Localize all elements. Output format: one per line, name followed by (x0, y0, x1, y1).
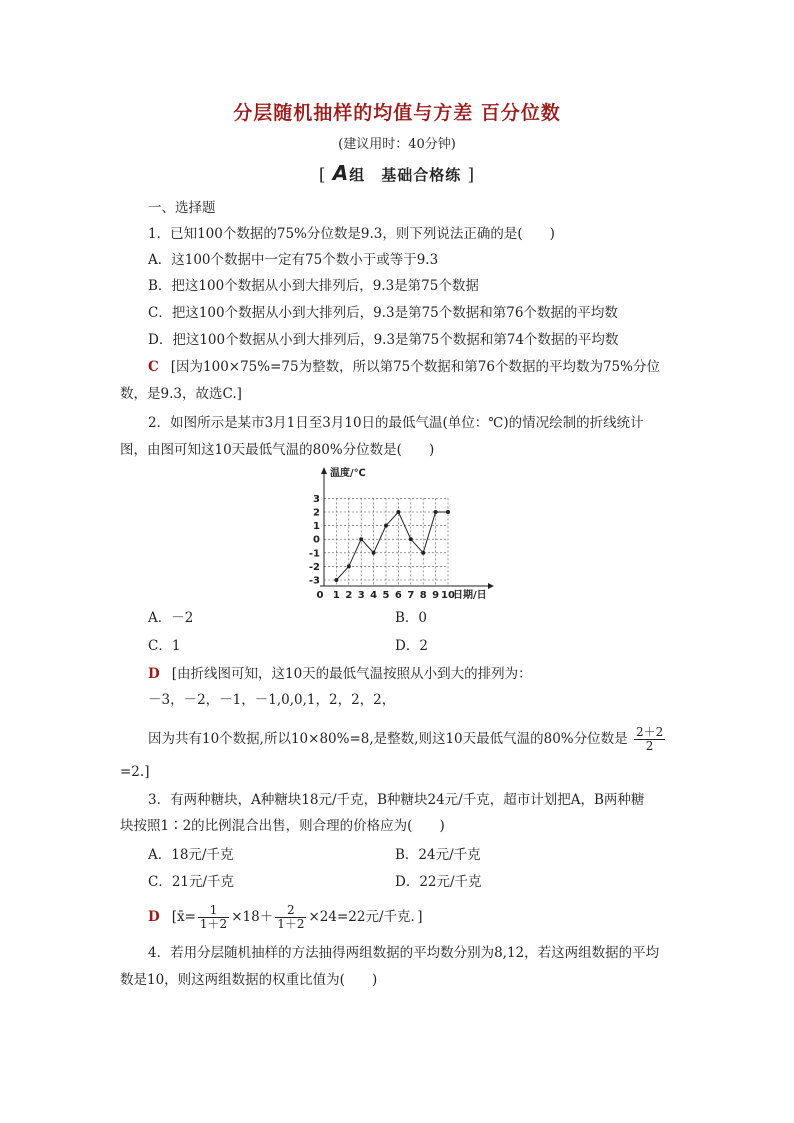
data-point (396, 510, 400, 514)
x-tick-label: 2 (345, 590, 353, 601)
y-tick-label: 3 (313, 493, 320, 505)
group-text: 组 基础合格练 (349, 166, 462, 184)
x-tick-label: 0 (316, 590, 324, 601)
y-tick-label: -1 (308, 548, 320, 560)
q3-stem: 3．有两种糖块，A种糖块18元/千克，B种糖块24元/千克，超市计划把A，B两种糖 (148, 792, 645, 808)
q2-explanation-end: =2.] (120, 764, 150, 780)
q1-explanation-cont: 数，是9.3，故选C.] (120, 386, 242, 402)
data-point (334, 578, 338, 582)
page-title: 分层随机抽样的均值与方差 百分位数 (233, 102, 561, 124)
q3-option-d: D．22元/千克 (395, 874, 482, 890)
q2-sorted-values: －3，－2，－1，－1,0,0,1，2，2，2， (148, 692, 396, 708)
x-tick-label: 4 (370, 590, 378, 601)
q4-stem-cont: 数是10，则这两组数据的权重比值为( ) (120, 972, 378, 988)
temperature-line-chart (300, 462, 520, 604)
data-point (347, 564, 351, 568)
suggested-time: (建议用时：40分钟) (338, 137, 456, 152)
q4-stem: 4．若用分层随机抽样的方法抽得两组数据的平均数分别为8,12，若这两组数据的平均 (148, 945, 660, 961)
x-tick-label: 9 (432, 590, 440, 601)
q2-option-c: C．1 (148, 638, 181, 654)
y-axis-arrow (321, 467, 327, 474)
section-heading: 一、选择题 (148, 200, 216, 216)
data-point (421, 551, 425, 555)
q3-option-c: C．21元/千克 (148, 874, 235, 890)
y-tick-label: 1 (313, 521, 320, 533)
q2-explanation-2: 因为共有10个数据,所以10×80%=8,是整数,则这10天最低气温的80%分位数是 $\frac{2+2}{2}$ (148, 725, 664, 753)
q1-stem: 1．已知100个数据的75%分位数是9.3，则下列说法正确的是( ) (148, 226, 555, 242)
x-tick-label: 3 (357, 590, 365, 601)
fraction: $\frac{1}{1+2}$ (199, 903, 228, 931)
q1-option-b: B．把这100个数据从小到大排列后，9.3是第75个数据 (148, 278, 479, 294)
q3-answer: D (148, 909, 160, 925)
y-tick-label: 0 (313, 534, 320, 546)
y-tick-label: -3 (308, 575, 320, 587)
q3-option-a: A．18元/千克 (148, 847, 234, 863)
q2-option-b: B．0 (395, 610, 428, 626)
q3-option-b: B．24元/千克 (395, 847, 481, 863)
x-tick-label: 8 (419, 590, 427, 601)
y-tick-label: 2 (313, 507, 320, 519)
data-point (434, 510, 438, 514)
y-axis-label: 温度/℃ (330, 468, 366, 479)
x-tick-label: 6 (394, 590, 402, 601)
q1-option-c: C．把这100个数据从小到大排列后，9.3是第75个数据和第76个数据的平均数 (148, 305, 618, 321)
q3-stem-cont: 块按照1∶2的比例混合出售，则合理的价格应为( ) (120, 818, 445, 834)
data-point (409, 537, 413, 541)
q2-option-d: D．2 (395, 638, 428, 654)
q3-explanation: D [x̄= $\frac{1}{1+2}$ ×18＋ $\frac{2}{1+2}$ ×24=22元/千克．] (148, 903, 423, 931)
fraction: $\frac{2}{1+2}$ (277, 903, 305, 931)
data-point (384, 524, 388, 528)
q1-answer: C (148, 359, 159, 375)
group-letter: A (332, 161, 350, 185)
x-tick-label: 1 (332, 590, 340, 601)
fraction: $\frac{2+2}{2}$ (635, 725, 664, 753)
x-axis-arrow (488, 583, 494, 589)
group-bracket-open: [ (318, 165, 327, 185)
q1-explanation: C [因为100×75%=75为整数，所以第75个数据和第76个数据的平均数为75%分位 (148, 359, 660, 375)
data-point (372, 551, 376, 555)
x-tick-label: 10 (441, 590, 455, 601)
series-line (336, 512, 448, 580)
x-tick-label: 7 (407, 590, 415, 601)
data-point (446, 510, 450, 514)
q2-option-a: A．－2 (148, 610, 194, 626)
q2-stem: 2．如图所示是某市3月1日至3月10日的最低气温(单位：℃)的情况绘制的折线统计 (148, 415, 644, 431)
q2-stem-cont: 图，由图可知这10天最低气温的80%分位数是( ) (120, 442, 435, 458)
group-heading (0, 161, 794, 185)
q1-option-d: D．把这100个数据从小到大排列后，9.3是第75个数据和第74个数据的平均数 (148, 332, 619, 348)
y-tick-label: -2 (308, 561, 320, 573)
q2-answer: D (148, 666, 160, 682)
group-bracket-close: ] (467, 165, 476, 185)
q1-option-a: A．这100个数据中一定有75个数小于或等于9.3 (148, 252, 439, 268)
x-tick-label: 5 (382, 590, 390, 601)
data-point (359, 537, 363, 541)
q2-explanation: D [由折线图可知，这10天的最低气温按照从小到大的排列为： (148, 666, 532, 682)
x-axis-label: 日期/日 (453, 590, 487, 601)
